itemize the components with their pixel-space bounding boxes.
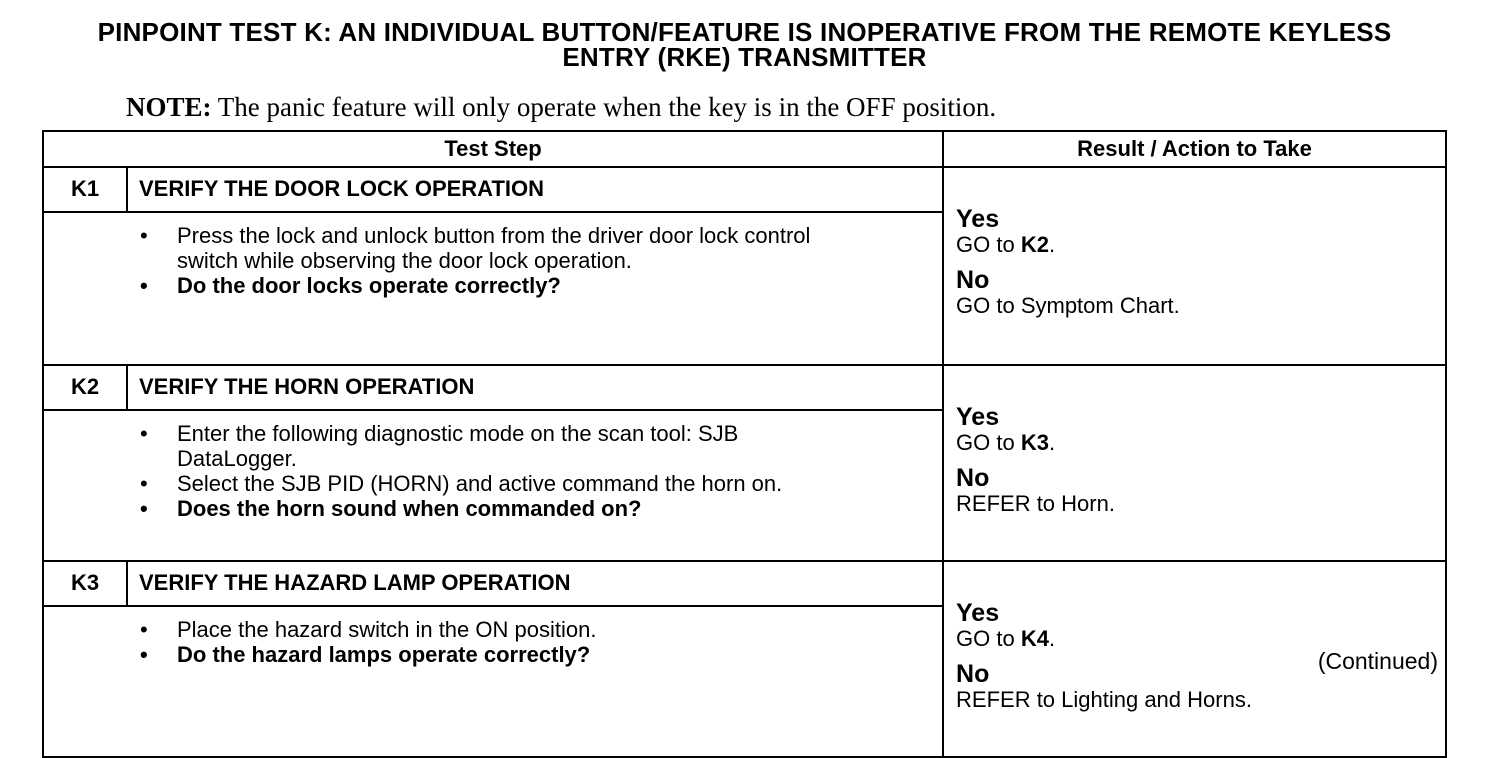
yes-prefix: GO to — [956, 232, 1021, 257]
step-heading: VERIFY THE HAZARD LAMP OPERATION — [127, 561, 943, 606]
no-action: REFER to Horn. — [956, 491, 1115, 516]
yes-target-link[interactable]: K3 — [1020, 430, 1049, 455]
step-body — [43, 212, 943, 365]
step-question: • Do the door locks operate correctly? — [140, 273, 934, 298]
yes-action: GO to K3. — [956, 430, 1056, 455]
yes-label: Yes — [956, 403, 1000, 431]
step-bullet: • Enter the following diagnostic mode on the scan tool: SJB DataLogger. — [140, 421, 837, 471]
table-header-row — [43, 131, 1446, 167]
col-header-test-step: Test Step — [43, 131, 943, 167]
step-row-k3 — [43, 561, 1446, 606]
yes-target-link[interactable]: K4 — [1020, 626, 1049, 651]
step-id: K1 — [43, 167, 127, 212]
no-label: No — [956, 266, 990, 294]
step-question: • Do the hazard lamps operate correctly? — [140, 642, 934, 667]
step-body — [43, 606, 943, 757]
col-header-result: Result / Action to Take — [943, 131, 1446, 167]
yes-label: Yes — [956, 599, 1000, 627]
pinpoint-table — [42, 130, 1447, 758]
yes-label: Yes — [956, 205, 1000, 233]
step-bullet: • Select the SJB PID (HORN) and active command the horn on. — [140, 471, 934, 496]
step-result — [943, 365, 1446, 561]
no-label: No — [956, 464, 990, 492]
step-heading: VERIFY THE HORN OPERATION — [127, 365, 943, 410]
title-line-1: PINPOINT TEST K: AN INDIVIDUAL BUTTON/FEATURE IS INOPERATIVE FROM THE REMOTE KEYLESS — [97, 17, 1392, 47]
step-question: • Does the horn sound when commanded on? — [140, 496, 934, 521]
no-action: REFER to Lighting and Horns. — [956, 687, 1252, 712]
yes-prefix: GO to — [956, 626, 1021, 651]
no-label: No — [956, 660, 990, 688]
note-label: NOTE: — [126, 92, 212, 122]
step-bullet: • Place the hazard switch in the ON position. — [140, 617, 934, 642]
yes-target-link[interactable]: K2 — [1020, 232, 1049, 257]
step-id: K3 — [43, 561, 127, 606]
title-line-2: ENTRY (RKE) TRANSMITTER — [562, 42, 927, 72]
step-body — [43, 410, 943, 561]
yes-action: GO to K2. — [956, 232, 1056, 257]
page-title — [0, 17, 1489, 72]
continued-label: (Continued) — [1317, 648, 1438, 674]
note-text: The panic feature will only operate when the key is in the OFF position. — [211, 92, 997, 122]
step-row-k1 — [43, 167, 1446, 212]
step-result — [943, 167, 1446, 365]
step-id: K2 — [43, 365, 127, 410]
note — [126, 92, 996, 123]
step-bullet: • Press the lock and unlock button from the driver door lock control switch while observing the door lock operation. — [140, 223, 837, 273]
step-heading: VERIFY THE DOOR LOCK OPERATION — [127, 167, 943, 212]
yes-action: GO to K4. — [956, 626, 1056, 651]
step-row-k2 — [43, 365, 1446, 410]
no-action: GO to Symptom Chart. — [956, 293, 1180, 318]
yes-prefix: GO to — [956, 430, 1021, 455]
